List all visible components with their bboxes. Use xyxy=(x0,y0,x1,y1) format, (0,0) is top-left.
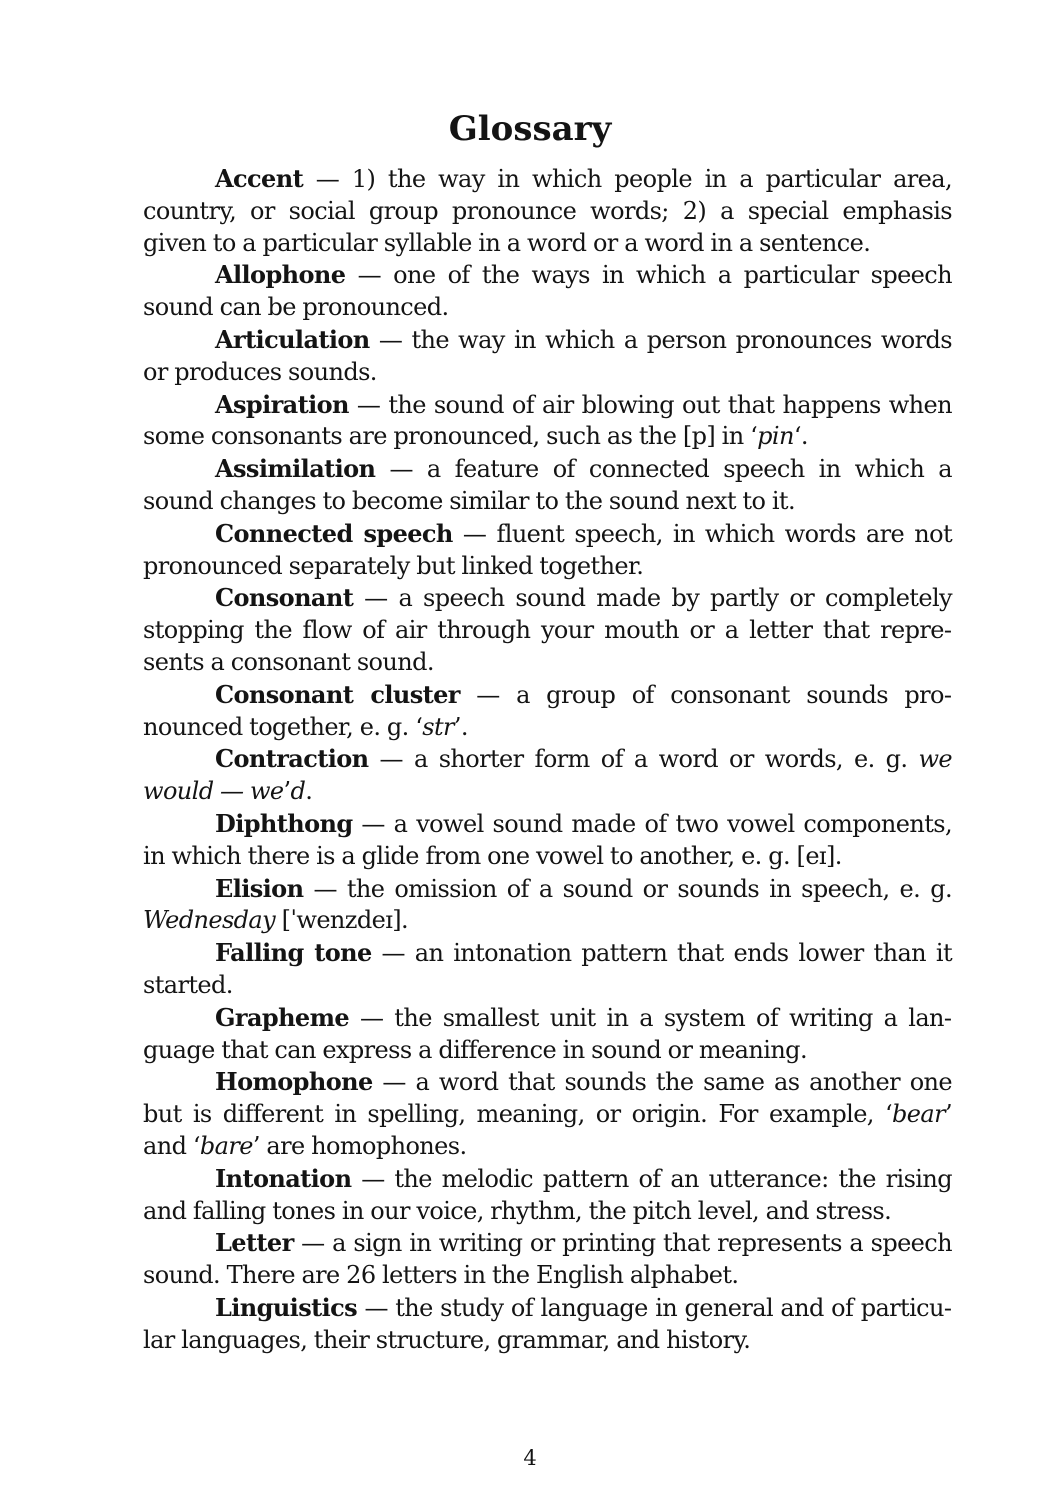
glossary-term: Falling tone xyxy=(215,938,372,968)
em-dash-separator: — xyxy=(348,390,389,419)
glossary-entry xyxy=(143,1292,952,1357)
glossary-definition-text: a feature of connected speech in which a sound changes to become similar to the sound next to it. xyxy=(143,455,952,515)
glossary-definition-text: a shorter form of a word or words, e. g. xyxy=(413,745,919,774)
em-dash-separator: — xyxy=(349,1003,395,1032)
glossary-term: Linguistics xyxy=(215,1292,358,1322)
glossary-entry xyxy=(143,163,952,259)
glossary-term: Aspiration xyxy=(215,389,349,419)
page-number: 4 xyxy=(523,1446,537,1470)
em-dash-separator: — xyxy=(368,745,414,774)
glossary-example-italic: Wednesday xyxy=(143,906,276,935)
glossary-term: Allophone xyxy=(215,260,346,290)
glossary-term: Intonation xyxy=(215,1163,352,1193)
glossary-term: Connected speech xyxy=(215,518,453,548)
glossary-entry xyxy=(143,873,952,938)
em-dash-separator: — xyxy=(293,1229,333,1258)
glossary-list xyxy=(143,163,952,1356)
em-dash-separator: — xyxy=(372,1068,416,1097)
glossary-entry xyxy=(143,937,952,1002)
glossary-term: Assimilation xyxy=(215,454,376,484)
glossary-definition-text: a speech sound made by partly or completely stopping the flow of air through your mouth or a letter that represents a consonant sound. xyxy=(143,584,952,676)
glossary-entry xyxy=(143,743,952,808)
glossary-definition-text: [ˈwenzdeɪ]. xyxy=(275,906,409,935)
em-dash-separator: — xyxy=(369,325,412,354)
glossary-entry xyxy=(143,324,952,389)
glossary-term: Contraction xyxy=(215,744,369,774)
em-dash-separator: — xyxy=(303,165,352,193)
glossary-term: Homophone xyxy=(215,1067,373,1097)
glossary-definition-text: the sound of air blowing out that happens when some consonants are pronounced, such as the [p] in ‘ xyxy=(143,390,952,451)
glossary-term: Elision xyxy=(215,873,304,903)
glossary-entry xyxy=(143,259,952,324)
glossary-example-italic: bear xyxy=(892,1100,945,1129)
glossary-term: Articulation xyxy=(215,324,370,354)
em-dash-separator: — xyxy=(303,874,347,903)
em-dash-separator: — xyxy=(353,584,399,613)
glossary-entry xyxy=(143,1227,952,1292)
glossary-entry xyxy=(143,1002,952,1067)
glossary-definition-text: the omission of a sound or sounds in speech, e. g. xyxy=(346,874,952,903)
glossary-definition-text: a group of consonant sounds pronounced together, e. g. ‘ xyxy=(143,680,952,741)
glossary-definition-text: the study of language in general and of particular languages, their structure, grammar, and history. xyxy=(143,1293,952,1354)
glossary-definition-text: the way in which a person pronounces words or produces sounds. xyxy=(143,325,952,386)
glossary-term: Consonant cluster xyxy=(215,679,460,709)
glossary-term: Diphthong xyxy=(215,808,353,838)
glossary-definition-text: ’ and ‘ xyxy=(143,1100,952,1160)
glossary-entry xyxy=(143,518,952,583)
glossary-definition-text: a sign in writing or printing that represents a speech sound. There are 26 letters in the English alphabet. xyxy=(143,1229,952,1290)
page-title: Glossary xyxy=(448,109,612,149)
glossary-definition-text: one of the ways in which a particular speech sound can be pronounced. xyxy=(143,261,952,322)
glossary-definition-text: a word that sounds the same as another one but is different in spelling, meaning, or origin. For example, ‘ xyxy=(143,1068,952,1129)
glossary-example-italic: pin xyxy=(757,422,794,451)
glossary-example-italic: d xyxy=(290,777,306,806)
em-dash-separator: — xyxy=(357,1293,396,1322)
glossary-definition-text: ’ xyxy=(283,777,291,806)
glossary-term: Letter xyxy=(215,1228,294,1258)
glossary-term: Consonant xyxy=(215,583,354,613)
glossary-term: Grapheme xyxy=(215,1002,350,1032)
em-dash-separator: — xyxy=(452,519,497,548)
glossary-definition-text: . xyxy=(305,777,313,806)
glossary-example-italic: we would — we xyxy=(143,745,952,806)
glossary-definition-text: ’ are homophones. xyxy=(252,1131,467,1160)
glossary-definition-text: 1) the way in which people in a particular area, country, or social group pronounce words; 2) a special emphasis given to a particular syllable in a word or a word in a sentence. xyxy=(143,165,953,257)
em-dash-separator: — xyxy=(371,939,415,968)
em-dash-separator: — xyxy=(352,809,394,838)
glossary-entry xyxy=(143,679,952,744)
glossary-entry xyxy=(143,389,952,454)
glossary-definition-text: ’. xyxy=(453,712,468,741)
em-dash-separator: — xyxy=(459,680,517,709)
glossary-definition-text: ‘. xyxy=(793,422,808,451)
glossary-entry xyxy=(143,582,952,678)
glossary-definition-text: the smallest unit in a system of writing a language that can express a difference in sound or meaning. xyxy=(143,1003,952,1064)
em-dash-separator: — xyxy=(345,261,394,290)
glossary-entry xyxy=(143,453,952,518)
glossary-entry xyxy=(143,1163,952,1228)
em-dash-separator: — xyxy=(375,455,427,484)
glossary-definition-text: a vowel sound made of two vowel components, in which there is a glide from one vowel to another, e. g. [eɪ]. xyxy=(143,809,952,870)
glossary-example-italic: bare xyxy=(199,1131,253,1160)
em-dash-separator: — xyxy=(351,1164,395,1193)
glossary-entry xyxy=(143,808,952,873)
glossary-example-italic: str xyxy=(422,712,454,741)
glossary-definition-text: the melodic pattern of an utterance: the rising and falling tones in our voice, rhythm, the pitch level, and stress. xyxy=(143,1164,952,1225)
glossary-definition-text: an intonation pattern that ends lower than it started. xyxy=(143,939,952,999)
glossary-definition-text: fluent speech, in which words are not pronounced separately but linked together. xyxy=(143,519,952,580)
glossary-entry xyxy=(143,1066,952,1162)
glossary-term: Accent xyxy=(215,164,304,193)
